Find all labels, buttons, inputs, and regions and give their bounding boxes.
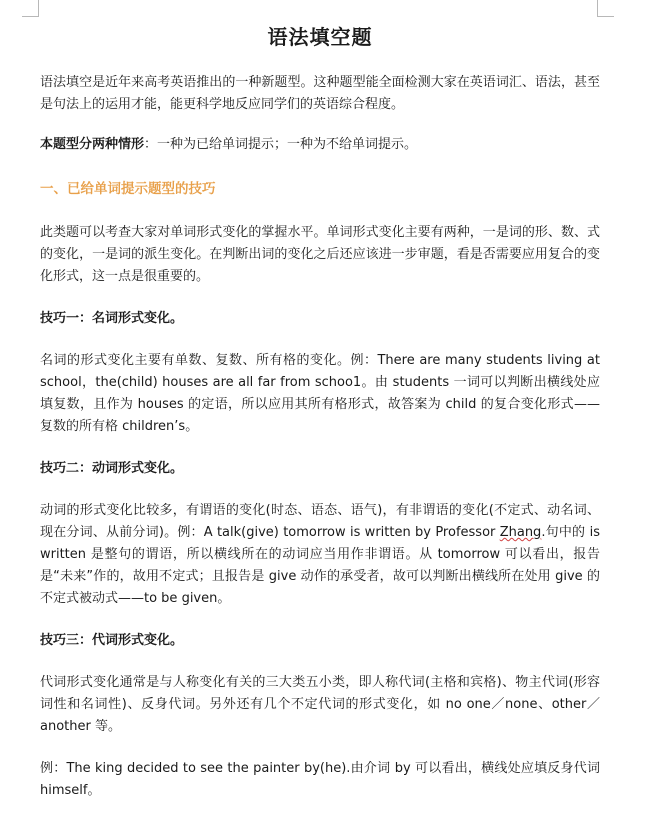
question-types-text: ：一种为已给单词提示；一种为不给单词提示。 [144, 137, 418, 152]
section-heading: 一、已给单词提示题型的技巧 [40, 181, 216, 197]
intro-paragraph: 语法填空是近年来高考英语推出的一种新题型。这种题型能全面检测大家在英语词汇、语法，甚至是句法上的运用才能，能更科学地反应同学们的英语综合程度。 [40, 75, 600, 112]
section-intro-paragraph: 此类题可以考查大家对单词形式变化的掌握水平。单词形式变化主要有两种，一是词的形、数、式的变化，一是词的派生变化。在判断出词的变化之后还应该进一步审题，看是否需要应用复合的变化形式，这一点是很重要的。 [40, 225, 600, 284]
tip3-example-paragraph: 例：The king decided to see the painter by(he).由介词 by 可以看出，横线处应填反身代词 himself。 [40, 761, 600, 798]
page-corner-mark-right [597, 0, 614, 17]
tip2-text-a: 动词的形式变化比较多，有谓语的变化(时态、语态、语气)，有非谓语的变化(不定式、动名词、现在分词、从前分词)。例：A talk(give) tomorrow is written by Professor [40, 503, 600, 540]
question-types-label: 本题型分两种情形 [40, 137, 145, 152]
tip2-title: 技巧二：动词形式变化。 [40, 461, 184, 476]
document-page [40, 22, 600, 802]
question-types-paragraph [40, 134, 600, 156]
page-corner-mark-left [22, 0, 39, 17]
tip3-paragraph: 代词形式变化通常是与人称变化有关的三大类五小类，即人称代词(主格和宾格)、物主代词(形容词性和名词性)、反身代词。另外还有几个不定代词的形式变化，如 no one／none、other／another 等。 [40, 675, 600, 734]
tip3-title: 技巧三：代词形式变化。 [40, 633, 184, 648]
tip1-title: 技巧一：名词形式变化。 [40, 311, 184, 326]
document-title: 语法填空题 [267, 25, 373, 49]
tip1-paragraph: 名词的形式变化主要有单数、复数、所有格的变化。例：There are many students living at school，the(child) houses are all far from schoo1。由 students 一词可以判断出横线处应填复数，且作为 houses 的定语，所以应用其所有格形式，故答案为 child 的复合变化形式—— 复数的所有格 children’s。 [40, 353, 600, 434]
tip2-paragraph [40, 500, 600, 610]
tip2-spellcheck-word: Zhang [499, 525, 542, 540]
tip2-text-b: .句中的 is written 是整句的谓语，所以横线所在的动词应当用作非谓语。从 tomorrow 可以看出，报告是“未来”作的，故用不定式；且报告是 give 动作的承受者，故可以判断出横线所在处用 give 的不定式被动式——to be given。 [40, 525, 600, 606]
